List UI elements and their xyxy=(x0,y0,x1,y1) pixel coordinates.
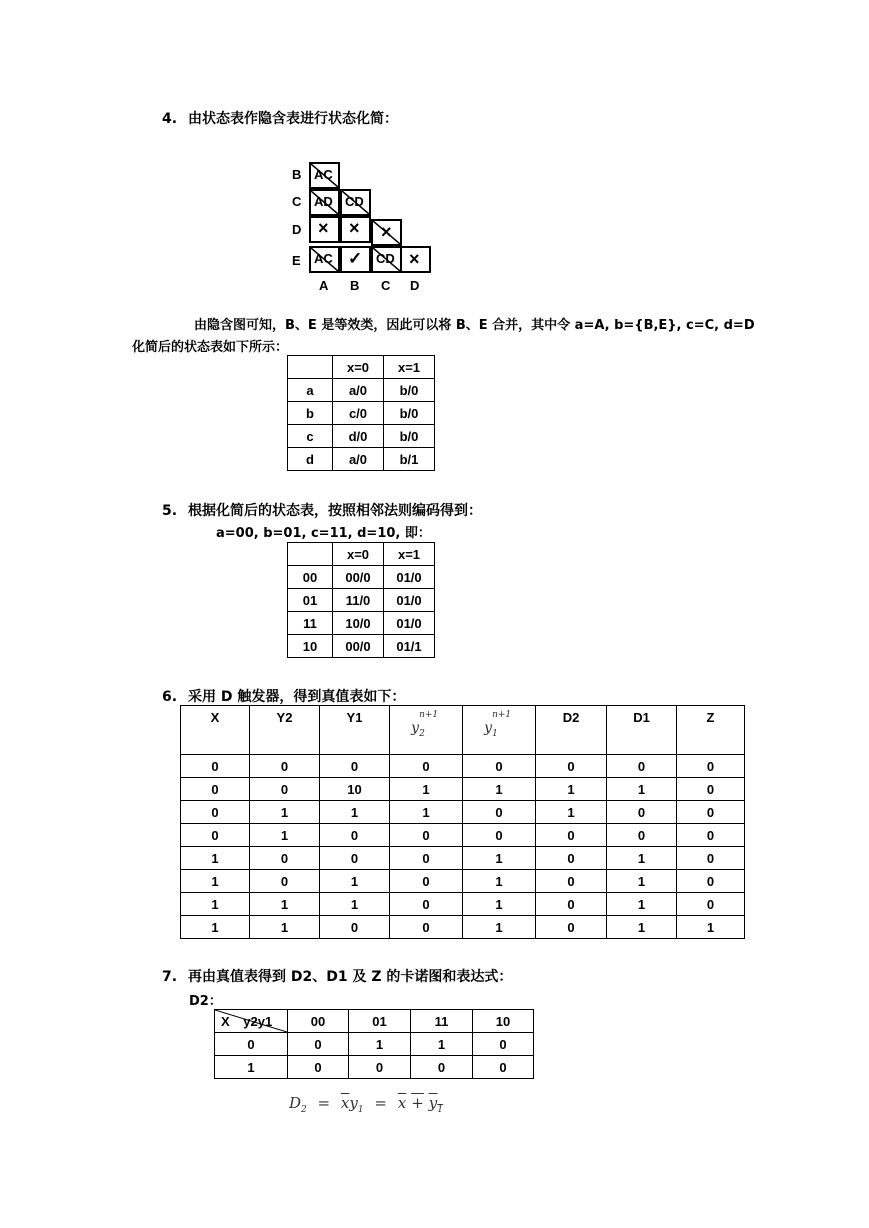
section-7-heading xyxy=(162,966,512,986)
table-header-row xyxy=(288,356,435,379)
table-cell: 1 xyxy=(349,1033,411,1056)
table-row xyxy=(181,801,745,824)
table-header-cell: x=1 xyxy=(384,543,435,566)
impl-col-label: C xyxy=(381,278,391,293)
section-number: 5. xyxy=(162,503,178,519)
table-row xyxy=(181,824,745,847)
table-cell: 1 xyxy=(250,824,320,847)
impl-row-label: C xyxy=(292,194,302,209)
table-header-cell-y1-next xyxy=(463,706,536,755)
impl-cell-d-c xyxy=(371,219,402,246)
table-cell: d xyxy=(288,448,333,471)
table-cell: 0 xyxy=(320,755,390,778)
table-cell: 0 xyxy=(390,847,463,870)
table-cell: 00 xyxy=(288,566,333,589)
impl-cell-e-d xyxy=(400,246,431,273)
kmap-corner-x: X xyxy=(221,1013,230,1029)
impl-row-label: B xyxy=(292,167,302,182)
cross-icon: × xyxy=(409,249,420,269)
table-cell: b/1 xyxy=(384,448,435,471)
table-cell: 0 xyxy=(677,755,745,778)
table-header-cell: Y1 xyxy=(320,706,390,755)
impl-cell-text: CD xyxy=(345,194,364,209)
formula-y-bar: y xyxy=(428,1094,438,1112)
paragraph-equivalence: 由隐含图可知，B、E 是等效类，因此可以将 B、E 合并，其中令 a=A, b={B,E}, c=C, d=D xyxy=(194,318,755,333)
d2-formula xyxy=(289,1094,443,1115)
table-row xyxy=(288,402,435,425)
table-header-cell: X xyxy=(181,706,250,755)
impl-cell-d-b xyxy=(340,216,371,243)
table-cell: 1 xyxy=(181,916,250,939)
table-cell: 1 xyxy=(320,870,390,893)
cross-icon: × xyxy=(349,218,360,238)
table-cell: 0 xyxy=(473,1033,534,1056)
table-cell: 1 xyxy=(215,1056,288,1079)
table-cell: 1 xyxy=(250,893,320,916)
table-cell: 0 xyxy=(390,824,463,847)
math-sub: 2 xyxy=(419,729,425,739)
table-row xyxy=(288,425,435,448)
table-cell: 1 xyxy=(390,801,463,824)
table-cell: 1 xyxy=(320,893,390,916)
formula-eq: = xyxy=(317,1094,331,1112)
table-cell: 0 xyxy=(677,801,745,824)
table-cell: b/0 xyxy=(384,402,435,425)
table-cell: a xyxy=(288,379,333,402)
table-cell: 0 xyxy=(677,778,745,801)
table-cell: 0 xyxy=(250,847,320,870)
table-cell: 00/0 xyxy=(333,635,384,658)
table-cell: 1 xyxy=(607,847,677,870)
math-sup: n+1 xyxy=(419,710,439,720)
table-cell: 1 xyxy=(390,778,463,801)
table-cell: 0 xyxy=(677,893,745,916)
table-row xyxy=(288,589,435,612)
table-header-cell: x=0 xyxy=(333,543,384,566)
table-header-row xyxy=(181,706,745,755)
table-cell: 0 xyxy=(536,847,607,870)
table-cell: 0 xyxy=(463,824,536,847)
formula-y-sub: 1 xyxy=(357,1105,364,1115)
table-cell: b xyxy=(288,402,333,425)
formula-x: x xyxy=(397,1094,407,1112)
table-cell: 10/0 xyxy=(333,612,384,635)
table-cell: 11/0 xyxy=(333,589,384,612)
table-row xyxy=(181,847,745,870)
table-header-row xyxy=(288,543,435,566)
table-header-cell: 00 xyxy=(288,1010,349,1033)
table-cell: 1 xyxy=(250,801,320,824)
formula-eq: = xyxy=(374,1094,387,1112)
table-cell: 1 xyxy=(463,893,536,916)
table-row xyxy=(215,1033,534,1056)
table-header-cell: D2 xyxy=(536,706,607,755)
impl-cell-text: AD xyxy=(314,194,333,209)
impl-cell-text: AC xyxy=(314,167,333,182)
truth-table-body xyxy=(181,755,745,939)
table-cell: 1 xyxy=(250,916,320,939)
table-cell: a/0 xyxy=(333,448,384,471)
table-cell: 1 xyxy=(607,870,677,893)
impl-row-label: E xyxy=(292,253,301,268)
section-title: 再由真值表得到 D2、D1 及 Z 的卡诺图和表达式： xyxy=(188,969,513,985)
table-cell: 1 xyxy=(677,916,745,939)
table-cell: 0 xyxy=(390,916,463,939)
table-cell: 0 xyxy=(250,778,320,801)
table-cell: 01 xyxy=(288,589,333,612)
table-cell: 0 xyxy=(607,801,677,824)
cross-icon: × xyxy=(381,222,392,242)
table-cell: 0 xyxy=(677,824,745,847)
table-row xyxy=(181,870,745,893)
impl-col-label: A xyxy=(319,278,329,293)
table-cell: c/0 xyxy=(333,402,384,425)
table-cell: 1 xyxy=(536,778,607,801)
section-number: 7. xyxy=(162,969,178,985)
table-header-cell: 01 xyxy=(349,1010,411,1033)
impl-cell-c-b xyxy=(340,189,371,216)
encoding-line: a=00, b=01, c=11, d=10, 即： xyxy=(216,526,431,541)
table-header-cell xyxy=(288,356,333,379)
table-row xyxy=(288,635,435,658)
table-cell: 0 xyxy=(390,870,463,893)
table-cell: b/0 xyxy=(384,379,435,402)
table-cell: 0 xyxy=(677,870,745,893)
table-row xyxy=(288,379,435,402)
table-cell: 0 xyxy=(320,916,390,939)
section-number: 4. xyxy=(162,111,178,127)
table-cell: 01/1 xyxy=(384,635,435,658)
formula-y: y xyxy=(349,1094,358,1112)
impl-cell-e-a xyxy=(309,246,340,273)
table-row xyxy=(288,612,435,635)
table-cell: 0 xyxy=(677,847,745,870)
table-cell: 11 xyxy=(288,612,333,635)
table-cell: 1 xyxy=(607,916,677,939)
formula-lhs: D xyxy=(289,1094,302,1112)
impl-cell-c-a xyxy=(309,189,340,216)
table-cell: 1 xyxy=(181,870,250,893)
table-cell: 0 xyxy=(473,1056,534,1079)
table-cell: b/0 xyxy=(384,425,435,448)
table-header-row xyxy=(215,1010,534,1033)
kmap-corner-cell xyxy=(215,1010,288,1033)
table-cell: 1 xyxy=(463,870,536,893)
table-cell: 0 xyxy=(390,755,463,778)
formula-x-bar: $\overline{x}$ xyxy=(340,1094,350,1112)
table-cell: 0 xyxy=(181,755,250,778)
table-cell: 0 xyxy=(536,893,607,916)
reduced-state-table xyxy=(287,355,435,471)
table-cell: 0 xyxy=(288,1056,349,1079)
table-cell: 0 xyxy=(250,755,320,778)
table-cell: 0 xyxy=(250,870,320,893)
impl-cell-e-c xyxy=(371,246,402,273)
encoded-state-table xyxy=(287,542,435,658)
table-cell: 1 xyxy=(181,847,250,870)
table-cell: 1 xyxy=(607,893,677,916)
table-cell: 1 xyxy=(463,778,536,801)
impl-col-label: B xyxy=(350,278,360,293)
table-header-cell: D1 xyxy=(607,706,677,755)
impl-cell-text: CD xyxy=(376,251,395,266)
table-cell: 1 xyxy=(181,893,250,916)
section-title: 由状态表作隐含表进行状态化简： xyxy=(188,111,398,127)
table-row xyxy=(215,1056,534,1079)
table-cell: 0 xyxy=(607,755,677,778)
table-header-cell: Y2 xyxy=(250,706,320,755)
table-row xyxy=(181,893,745,916)
table-header-cell: Z xyxy=(677,706,745,755)
table-row xyxy=(181,755,745,778)
table-cell: 0 xyxy=(390,893,463,916)
table-cell: 1 xyxy=(607,778,677,801)
paragraph-reduced-table-intro: 化简后的状态表如下所示： xyxy=(132,340,289,355)
table-cell: 0 xyxy=(536,755,607,778)
section-title: 根据化简后的状态表，按照相邻法则编码得到： xyxy=(188,503,482,519)
section-number: 6. xyxy=(162,689,178,705)
table-cell: 0 xyxy=(215,1033,288,1056)
table-header-cell: x=0 xyxy=(333,356,384,379)
impl-cell-text: AC xyxy=(314,251,333,266)
table-cell: 0 xyxy=(536,916,607,939)
table-row xyxy=(288,448,435,471)
table-cell: 0 xyxy=(288,1033,349,1056)
table-cell: c xyxy=(288,425,333,448)
impl-col-label: D xyxy=(410,278,420,293)
impl-cell-e-b xyxy=(340,246,371,273)
math-base: y xyxy=(484,720,493,736)
table-cell: 0 xyxy=(181,778,250,801)
table-cell: 1 xyxy=(463,847,536,870)
table-cell: 0 xyxy=(320,824,390,847)
table-cell: 0 xyxy=(349,1056,411,1079)
table-cell: 1 xyxy=(320,801,390,824)
table-row xyxy=(181,778,745,801)
section-title: 采用 D 触发器，得到真值表如下： xyxy=(188,689,406,705)
section-4-heading xyxy=(162,108,398,128)
table-cell: 01/0 xyxy=(384,566,435,589)
karnaugh-map-d2 xyxy=(214,1009,534,1079)
table-cell: 1 xyxy=(411,1033,473,1056)
table-cell: 00/0 xyxy=(333,566,384,589)
table-header-cell: 10 xyxy=(473,1010,534,1033)
formula-negated-sum xyxy=(397,1094,443,1115)
table-header-cell: x=1 xyxy=(384,356,435,379)
impl-row-label: D xyxy=(292,222,302,237)
table-cell: 10 xyxy=(288,635,333,658)
math-base: y xyxy=(411,720,420,736)
table-cell: 0 xyxy=(463,801,536,824)
table-cell: 10 xyxy=(320,778,390,801)
table-cell: a/0 xyxy=(333,379,384,402)
d2-label: D2： xyxy=(189,994,222,1009)
check-icon: ✓ xyxy=(348,249,363,268)
table-cell: 0 xyxy=(411,1056,473,1079)
table-cell: 0 xyxy=(536,870,607,893)
table-cell: 1 xyxy=(536,801,607,824)
table-header-cell-y2-next xyxy=(390,706,463,755)
kmap-corner-y: y2y1 xyxy=(243,1013,273,1029)
table-row xyxy=(181,916,745,939)
formula-lhs-sub: 2 xyxy=(301,1105,307,1115)
table-cell: 1 xyxy=(463,916,536,939)
impl-cell-d-a xyxy=(309,216,340,243)
table-cell: 0 xyxy=(320,847,390,870)
table-cell: 0 xyxy=(181,824,250,847)
math-sup: n+1 xyxy=(492,710,512,720)
cross-icon: × xyxy=(318,218,329,238)
section-6-heading xyxy=(162,686,405,706)
formula-y-sub: 1 xyxy=(437,1105,443,1115)
table-cell: 0 xyxy=(181,801,250,824)
table-row xyxy=(288,566,435,589)
table-cell: 0 xyxy=(607,824,677,847)
table-header-cell xyxy=(288,543,333,566)
table-cell: 0 xyxy=(536,824,607,847)
truth-table xyxy=(180,705,745,939)
table-cell: 01/0 xyxy=(384,589,435,612)
section-5-heading xyxy=(162,500,482,520)
impl-cell-b-a xyxy=(309,162,340,189)
table-cell: 0 xyxy=(463,755,536,778)
table-header-cell: 11 xyxy=(411,1010,473,1033)
table-cell: d/0 xyxy=(333,425,384,448)
table-cell: 01/0 xyxy=(384,612,435,635)
math-sub: 1 xyxy=(492,729,498,739)
formula-plus: + xyxy=(411,1094,424,1112)
